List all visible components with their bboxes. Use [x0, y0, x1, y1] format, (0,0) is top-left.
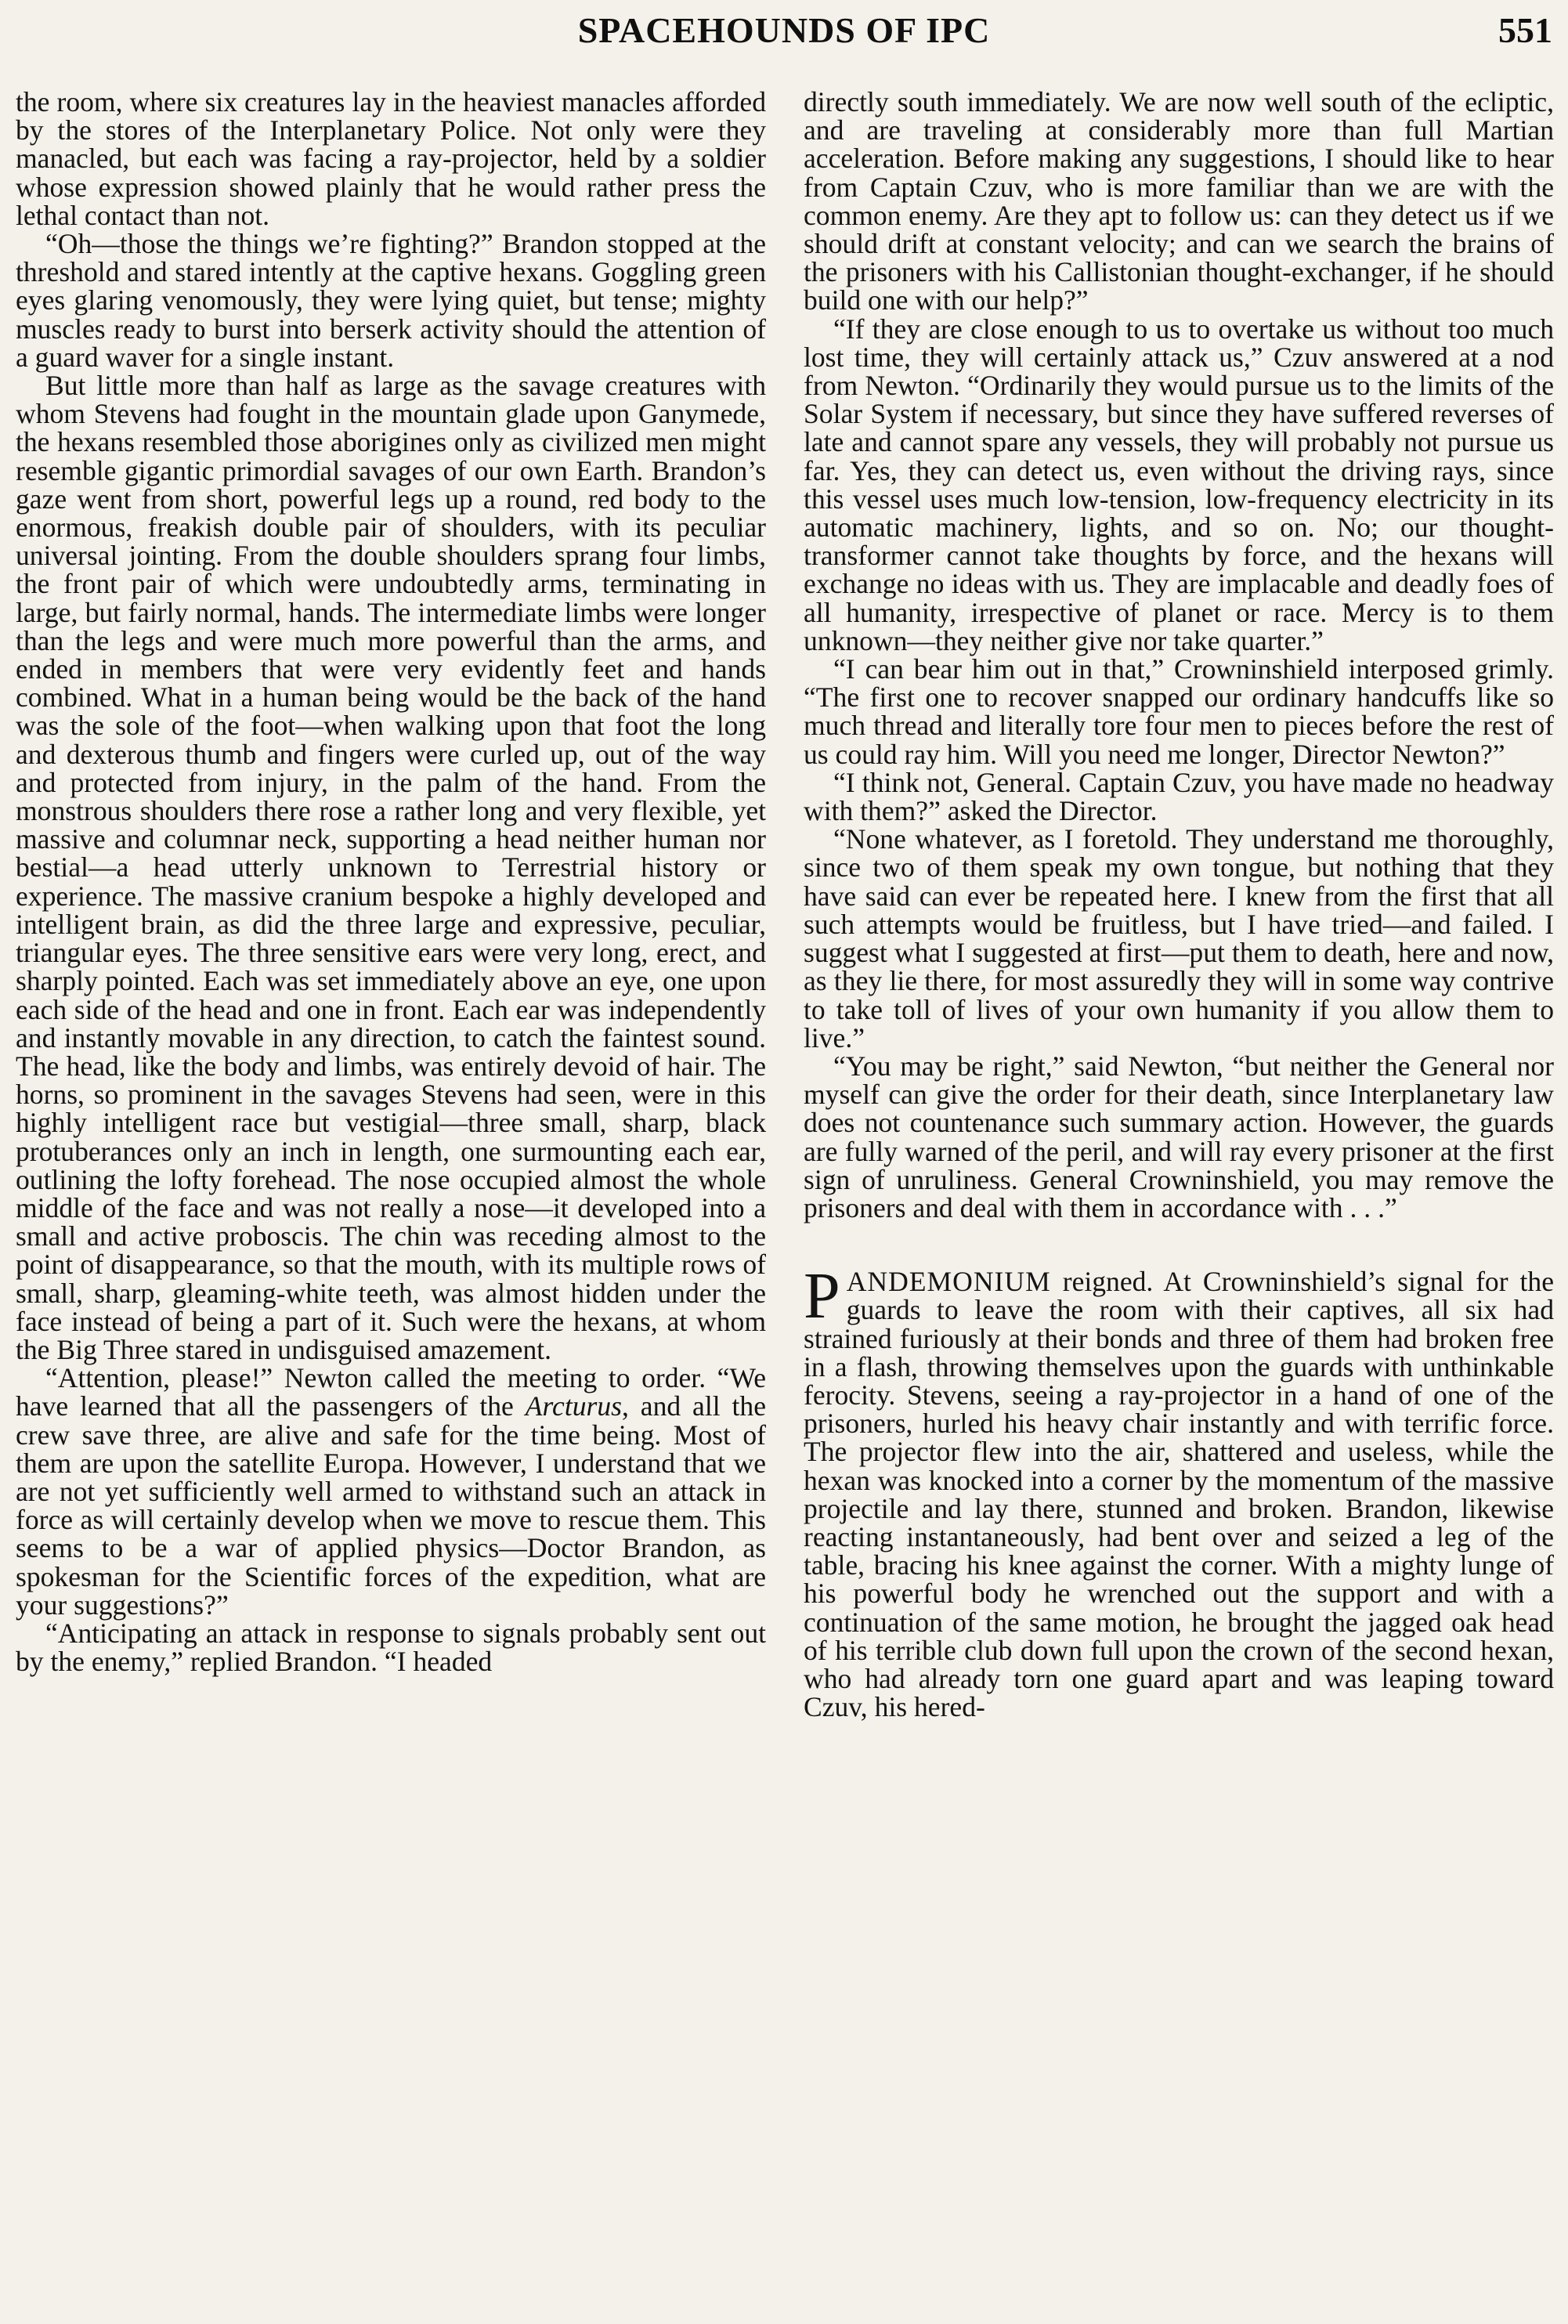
text-run: “Attention, please!” Newton called the meeting to order. “We have learned that all the passengers of the: [16, 1362, 766, 1422]
left-column: [16, 86, 766, 1678]
running-title: SPACEHOUNDS OF IPC: [577, 10, 991, 50]
text-run: , and all the crew save three, are alive and safe for the time being. Most of them are upon the satellite Europa. However, I understand that we are not yet sufficiently well armed to withstand such an attack in force as will certainly develop when we move to rescue them. This seems to be a war of applied physics—Doctor Brandon, as spokesman for the Scientific forces of the expedition, what are your suggestions?”: [16, 1390, 766, 1621]
text-run: reigned. At Crowninshield’s signal for the guards to leave the room with their captives, all six had strained furiously at their bonds and three of them had broken free in a flash, throwing themselves upon the guards with unthinkable ferocity. Stevens, seeing a ray-projector in a hand of one of the prisoners, hurled his heavy chair instantly and with terrific force. The projector flew into the air, shattered and useless, while the hexan was knocked into a corner by the momentum of the massive projectile and lay there, stunned and broken. Brandon, likewise reacting instantaneously, had bent over and seized a leg of the table, bracing his knee against the corner. With a mighty lunge of his powerful body he wrenched out the support and with a continuation of the same motion, he brought the jagged oak head of his terrible club down full upon the crown of the second hexan, who had already torn one guard apart and was leaping toward Czuv, his hered-: [804, 1266, 1554, 1723]
paragraph: “If they are close enough to us to overtake us without too much lost time, they will certainly attack us,” Czuv answered at a nod from Newton. “Ordinarily they would pursue us to the limits of the Solar System if necessary, but since they have suffered reverses of late and cannot spare any vessels, they will probably not pursue us far. Yes, they can detect us, even without the driving rays, since this vessel uses much low-tension, low-frequency electricity in its automatic machinery, lights, and so on. No; our thought-transformer cannot take thoughts by force, and the hexans will exchange no ideas with us. They are implacable and deadly foes of all humanity, irrespective of planet or race. Mercy is to them unknown—they neither give nor take quarter.”: [804, 313, 1554, 656]
ship-name-italic: Arcturus: [525, 1390, 622, 1422]
section-break: [804, 1222, 1554, 1267]
paragraph: “I think not, General. Captain Czuv, you have made no headway with them?” asked the Director.: [804, 766, 1554, 827]
paragraph: “I can bear him out in that,” Crowninshield interposed grimly. “The first one to recover snapped our ordinary handcuffs like so much thread and literally tore four men to pieces before the rest of us could ray him. Will you need me longer, Director Newton?”: [804, 653, 1554, 770]
page-header: [0, 5, 1568, 60]
paragraph: “Oh—those the things we’re fighting?” Brandon stopped at the threshold and stared intently at the captive hexans. Goggling green eyes glaring venomously, they were lying quiet, but tense; mighty muscles ready to burst into berserk activity should the attention of a guard waver for a single instant.: [16, 228, 766, 373]
paragraph: But little more than half as large as the savage creatures with whom Stevens had fought in the mountain glade upon Ganymede, the hexans resembled those aborigines only as civilized men might resemble gigantic primordial savages of our own Earth. Brandon’s gaze went from short, powerful legs up a round, red body to the enormous, freakish double pair of shoulders, with its peculiar universal jointing. From the double shoulders sprang four limbs, the front pair of which were undoubtedly arms, terminating in large, but fairly normal, hands. The intermediate limbs were longer than the legs and were much more powerful than the arms, and ended in members that were very evidently feet and hands combined. What in a human being would be the back of the hand was the sole of the foot—when walking upon that foot the long and dexterous thumb and fingers were curled up, out of the way and protected from injury, in the palm of the hand. From the monstrous shoulders there rose a rather long and very flexible, yet massive and columnar neck, supporting a head neither human nor bestial—a head utterly unknown to Terrestrial history or experience. The massive cranium bespoke a highly developed and intelligent brain, as did the three large and expressive, peculiar, triangular eyes. The three sensitive ears were very long, erect, and sharply pointed. Each was set immediately above an eye, one upon each side of the head and one in front. Each ear was independently and instantly movable in any direction, to catch the faintest sound. The head, like the body and limbs, was entirely devoid of hair. The horns, so prominent in the savages Stevens had seen, were in this highly intelligent race but vestigial—three small, sharp, black protuberances only an inch in length, one surmounting each ear, outlining the lofty forehead. The nose occupied almost the whole middle of the face and was not really a nose—it developed into a small and active proboscis. The chin was receding almost to the point of disappearance, so that the mouth, with its multiple rows of small, sharp, gleaming-white teeth, was almost hidden under the face instead of being a part of it. Such were the hexans, at whom the Big Three stared in undisguised amazement.: [16, 370, 766, 1365]
drop-cap: P: [804, 1260, 840, 1333]
paragraph: “None whatever, as I foretold. They understand me thoroughly, since two of them speak my own tongue, but nothing that they have said can ever be repeated here. I knew from the first that all such attempts would be fruitless, but I have tried—and failed. I suggest what I suggested at first—put them to death, here and now, as they lie there, for most assuredly they will in some way contrive to take toll of lives of your own humanity if you allow them to live.”: [804, 823, 1554, 1054]
right-column: [804, 88, 1554, 1721]
small-caps-word: ANDEMONIUM: [846, 1266, 1051, 1298]
paragraph: the room, where six creatures lay in the heaviest manacles afforded by the stores of the Interplanetary Police. Not only were they manacled, but each was facing a ray-projector, held by a soldier whose expression showed plainly that he would rather press the lethal contact than not.: [16, 86, 766, 231]
paragraph: [16, 1364, 766, 1619]
paragraph: directly south immediately. We are now well south of the ecliptic, and are traveling at considerably more than full Martian acceleration. Before making any suggestions, I should like to hear from Captain Czuv, who is more familiar than we are with the common enemy. Are they apt to follow us: can they detect us if we should drift at constant velocity; and can we search the brains of the prisoners with his Callistonian thought-exchanger, if he should build one with our help?”: [804, 86, 1554, 316]
paragraph: “You may be right,” said Newton, “but neither the General nor myself can give the order for their death, since Interplanetary law does not countenance such summary action. However, the guards are fully warned of the peril, and will ray every prisoner at the first sign of unruliness. General Crowninshield, you may remove the prisoners and deal with them in accordance with . . .”: [804, 1050, 1554, 1223]
page-number: 551: [1498, 10, 1552, 50]
paragraph: [804, 1260, 1554, 1723]
paragraph: “Anticipating an attack in response to signals probably sent out by the enemy,” replied Brandon. “I headed: [16, 1617, 766, 1678]
